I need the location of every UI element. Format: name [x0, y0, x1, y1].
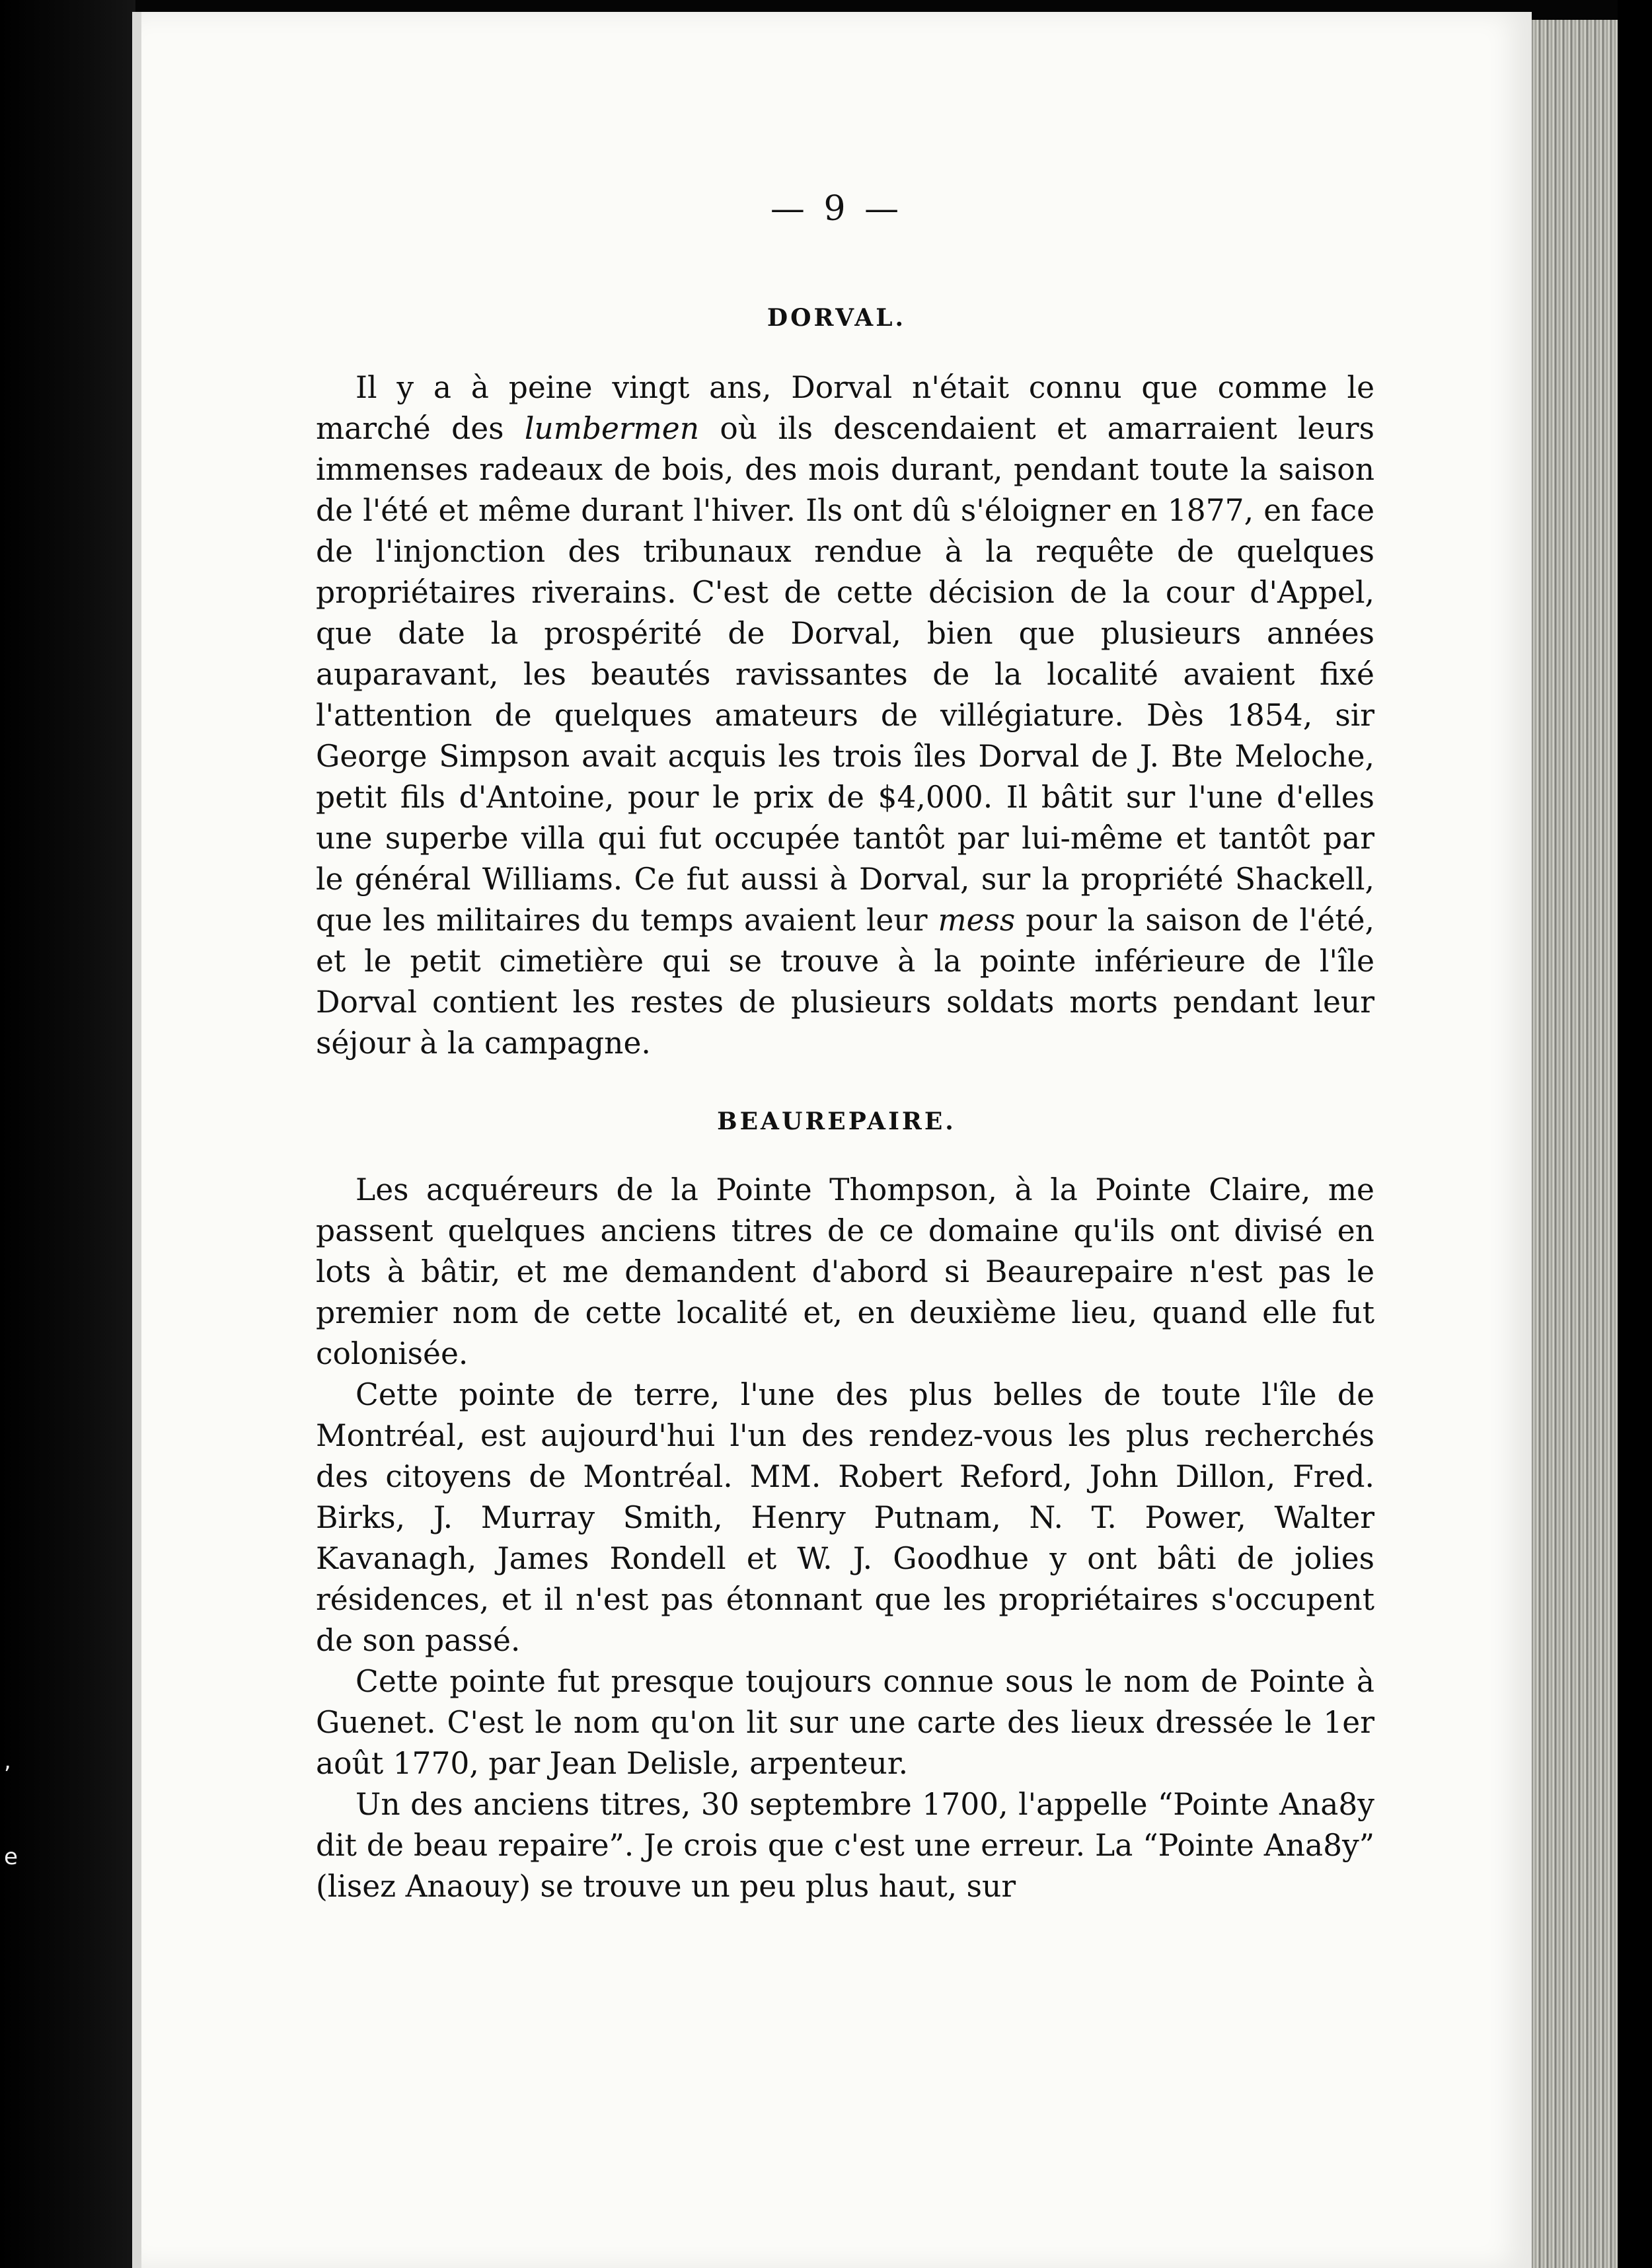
margin-marks [0, 1626, 26, 1890]
margin-mark: e [4, 1844, 18, 1870]
paragraph: Cette pointe fut presque toujours connue sous le nom de Pointe à Guenet. C'est le nom qu'on lit sur une carte des lieux dressée le 1er août 1770, par Jean Delisle, arpenteur. [316, 1664, 1374, 1781]
section-body-beaurepaire [316, 1170, 1374, 1907]
book-spine-left [0, 0, 135, 2268]
paragraph: Les acquéreurs de la Pointe Thompson, à la Pointe Claire, me passent quelques anciens titres de ce domaine qu'ils ont divisé en lots à bâtir, et me demandent d'abord si Beaurepaire n'est pas le premier nom de cette localité et, en deuxième lieu, quand elle fut colonisée. [316, 1172, 1374, 1371]
section-heading-beaurepaire: BEAUREPAIRE. [717, 1108, 956, 1135]
scan-border-right [1618, 0, 1652, 2268]
section-heading-dorval: DORVAL. [767, 304, 907, 332]
italic-term: lumbermen [524, 411, 700, 446]
facing-page-edge [132, 12, 141, 2268]
book-page [141, 12, 1532, 2268]
paragraph-text: où ils descendaient et amarraient leurs immenses radeaux de bois, des mois durant, pendant toute la saison de l'été et même durant l'hiver. Ils ont dû s'éloigner en 1877, en face de l'injonction des tribunaux rendue à la requête de quelques propriétaires riverains. C'est de cette décision de la cour d'Appel, que date la prospérité de Dorval, bien que plusieurs années auparavant, les beautés ravissantes de la localité avaient fixé l'attention de quelques amateurs de villégiature. Dès 1854, sir George Simpson avait acquis les trois îles Dorval de J. Bte Meloche, petit fils d'Antoine, pour le prix de $4,000. Il bâtit sur l'une d'elles une superbe villa qui fut occupée tantôt par lui-même et tantôt par le général Williams. Ce fut aussi à Dorval, sur la propriété Shackell, que les militaires du temps avaient leur [316, 411, 1374, 938]
paragraph [316, 367, 1374, 1064]
paragraph: Un des anciens titres, 30 septembre 1700, l'appelle “Pointe Ana8y dit de beau repaire”. Je crois que c'est une erreur. La “Pointe Ana8y” (lisez Anaouy) se trouve un peu plus haut, sur [316, 1787, 1374, 1904]
page-stack-edge [1532, 20, 1618, 2268]
italic-term: mess [938, 903, 1016, 938]
page-number: — 9 — [770, 189, 903, 229]
paragraph-text: pour la saison de l'été, et le petit cimetière qui se trouve à la pointe inférieure de l'île Dorval contient les restes de plusieurs soldats morts pendant leur séjour à la campagne. [316, 903, 1374, 1061]
section-body-dorval [316, 367, 1374, 1064]
margin-mark: , [4, 1748, 11, 1774]
paragraph: Cette pointe de terre, l'une des plus belles de toute l'île de Montréal, est aujourd'hui l'un des rendez-vous les plus recherchés des citoyens de Montréal. MM. Robert Reford, John Dillon, Fred. Birks, J. Murray Smith, Henry Putnam, N. T. Power, Walter Kavanagh, James Rondell et W. J. Goodhue y ont bâti de jolies résidences, et il n'est pas étonnant que les propriétaires s'occupent de son passé. [316, 1377, 1374, 1658]
paragraph-text: Il y a à peine vingt ans, Dorval n'était connu que comme le marché des [316, 370, 1374, 446]
